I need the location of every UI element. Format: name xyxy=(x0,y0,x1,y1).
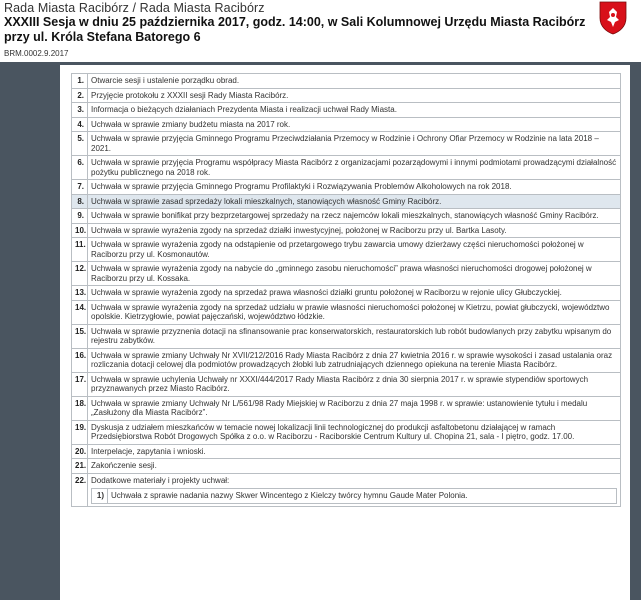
sub-agenda-item-text[interactable]: Uchwała z sprawie nadania nazwy Skwer Wincentego z Kielczy twórcy hymnu Gaude Mater Polonia. xyxy=(108,489,617,504)
agenda-item[interactable] xyxy=(72,300,621,324)
agenda-item-text[interactable] xyxy=(88,396,621,420)
agenda-item[interactable] xyxy=(72,238,621,262)
agenda-item-label: Dodatkowe materiały i projekty uchwał: xyxy=(91,475,230,485)
agenda-item-number: 17. xyxy=(72,372,88,396)
agenda-item[interactable] xyxy=(72,103,621,118)
agenda-item-label: Uchwała w sprawie zmiany budżetu miasta na 2017 rok. xyxy=(91,119,291,129)
agenda-item[interactable] xyxy=(72,194,621,209)
agenda-item-text[interactable] xyxy=(88,444,621,459)
agenda-item[interactable] xyxy=(72,420,621,444)
agenda-item-text[interactable] xyxy=(88,180,621,195)
agenda-item-label: Uchwała w sprawie zasad sprzedaży lokali mieszkalnych, stanowiących własność Gminy Racibórz. xyxy=(91,196,442,206)
agenda-item-number: 21. xyxy=(72,459,88,474)
sub-agenda-item-number: 1) xyxy=(92,489,108,504)
agenda-item-text[interactable] xyxy=(88,459,621,474)
agenda-item[interactable] xyxy=(72,324,621,348)
sub-agenda-table xyxy=(91,488,617,504)
agenda-item-label: Uchwała w sprawie wyrażenia zgody na sprzedaż działki inwestycyjnej, położonej w Raciborzu przy ul. Bartka Lasoty. xyxy=(91,225,507,235)
agenda-item-label: Uchwała w sprawie przyjęcia Programu współpracy Miasta Racibórz z organizacjami pozarządowymi i innymi podmiotami prowadzącymi działalność pożytku publicznego na 2018 rok. xyxy=(91,158,617,177)
agenda-item-label: Uchwała w sprawie przyjęcia Gminnego Programu Przeciwdziałania Przemocy w Rodzinie i Ochrony Ofiar Przemocy w Rodzinie na lata 2018 – 2021. xyxy=(91,134,599,153)
agenda-item[interactable] xyxy=(72,444,621,459)
agenda-item-number: 18. xyxy=(72,396,88,420)
agenda-item-label: Uchwała w sprawie przyjęcia Gminnego Programu Profilaktyki i Rozwiązywania Problemów Alkoholowych na rok 2018. xyxy=(91,182,512,191)
agenda-item-text[interactable] xyxy=(88,74,621,89)
agenda-item-text[interactable] xyxy=(88,286,621,301)
agenda-item-label: Uchwała w sprawie bonifikat przy bezprzetargowej sprzedaży na rzecz najemców lokali mieszkalnych, stanowiących własność Gminy Racibórz. xyxy=(91,211,599,220)
agenda-item-text[interactable] xyxy=(88,238,621,262)
agenda-item[interactable] xyxy=(72,132,621,156)
raciborz-coat-of-arms-icon xyxy=(598,0,628,36)
agenda-item-text[interactable] xyxy=(88,348,621,372)
agenda-item-number: 4. xyxy=(72,117,88,132)
agenda-item-text[interactable] xyxy=(88,103,621,118)
agenda-item-text[interactable] xyxy=(88,324,621,348)
agenda-item-number: 2. xyxy=(72,88,88,103)
agenda-item-number: 16. xyxy=(72,348,88,372)
reference-number: BRM.0002.9.2017 xyxy=(4,49,69,58)
agenda-item-text[interactable] xyxy=(88,420,621,444)
agenda-item-number: 12. xyxy=(72,262,88,286)
agenda-item-number: 5. xyxy=(72,132,88,156)
agenda-item-label: Uchwała w sprawie uchylenia Uchwały nr XXXI/444/2017 Rady Miasta Racibórz z dnia 30 sierpnia 2017 r. w sprawie stypendiów sportowych przyznawanych przez Miasto Racibórz. xyxy=(91,374,589,393)
agenda-item-number: 13. xyxy=(72,286,88,301)
agenda-item-text[interactable] xyxy=(88,300,621,324)
agenda-item[interactable] xyxy=(72,372,621,396)
agenda-item-number: 10. xyxy=(72,223,88,238)
agenda-item-text[interactable] xyxy=(88,262,621,286)
agenda-item[interactable] xyxy=(72,473,621,506)
agenda-item-text[interactable] xyxy=(88,223,621,238)
agenda-item-label: Zakończenie sesji. xyxy=(91,461,157,470)
agenda-item-label: Uchwała w sprawie wyrażenia zgody na nabycie do „gminnego zasobu nieruchomości” prawa własności nieruchomości drogowej położonej w Raciborzu przy ul. Kossaka. xyxy=(91,264,592,283)
agenda-item-text[interactable] xyxy=(88,194,621,209)
agenda-item-number: 22. xyxy=(72,473,88,506)
agenda-item[interactable] xyxy=(72,459,621,474)
agenda-item[interactable] xyxy=(72,209,621,224)
page-header xyxy=(0,0,641,62)
agenda-item-number: 19. xyxy=(72,420,88,444)
agenda-item-number: 20. xyxy=(72,444,88,459)
agenda-item-label: Informacja o bieżących działaniach Prezydenta Miasta i realizacji uchwał Rady Miasta. xyxy=(91,105,397,114)
agenda-item[interactable] xyxy=(72,117,621,132)
agenda-item[interactable] xyxy=(72,396,621,420)
agenda-item-label: Uchwała w sprawie zmiany Uchwały Nr XVII/212/2016 Rady Miasta Racibórz z dnia 27 kwietnia 2016 r. w sprawie wysokości i zasad ustalania oraz rozliczania dotacji celowej dla podmiotów prowadzących żłobki lub zatrudniających dziennego opiekuna na terenie Miasta Racibórz. xyxy=(91,350,613,369)
agenda-item-number: 1. xyxy=(72,74,88,89)
agenda-item-label: Interpelacje, zapytania i wnioski. xyxy=(91,446,206,456)
session-title: XXXIII Sesja w dniu 25 października 2017, godz. 14:00, w Sali Kolumnowej Urzędu Miasta Racibórz przy ul. Króla Stefana Batorego 6 xyxy=(4,15,586,44)
agenda-item[interactable] xyxy=(72,180,621,195)
agenda-item-label: Dyskusja z udziałem mieszkańców w temacie nowej lokalizacji linii technologicznej do produkcji asfaltobetonu działającej w ramach Przedsiębiorstwa Robót Drogowych Spółka z o.o. w Raciborzu - Raciborskie Centrum Kultury ul. Chopina 21, sala - I piętro, godz. 17.00. xyxy=(91,422,575,441)
agenda-item-label: Uchwała w sprawie zmiany Uchwały Nr L/561/98 Rady Miejskiej w Raciborzu z dnia 27 maja 1998 r. w sprawie: ustanowienie tytułu i medalu „Zasłużony dla Miasta Racibórz”. xyxy=(91,398,588,417)
agenda-item-text[interactable] xyxy=(88,473,621,506)
agenda-item-label: Przyjęcie protokołu z XXXII sesji Rady Miasta Racibórz. xyxy=(91,90,289,100)
sub-agenda-item[interactable] xyxy=(92,489,617,504)
agenda-item-number: 15. xyxy=(72,324,88,348)
agenda-item-number: 6. xyxy=(72,156,88,180)
agenda-item[interactable] xyxy=(72,223,621,238)
agenda-item-label: Uchwała w sprawie wyrażenia zgody na sprzedaż prawa własności działki gruntu położonej w Raciborzu w rejonie ulicy Głubczyckiej. xyxy=(91,288,562,297)
agenda-item[interactable] xyxy=(72,286,621,301)
agenda-item-label: Uchwała w sprawie wyrażenia zgody na odstąpienie od przetargowego trybu zawarcia umowy dzierżawy części nieruchomości położonej w Raciborzu przy ul. Kosmonautów. xyxy=(91,240,584,259)
agenda-item-number: 7. xyxy=(72,180,88,195)
agenda-item-label: Uchwała w sprawie przyznenia dotacji na sfinansowanie prac konserwatorskich, restauratorskich lub robót budowlanych przy zabytku wpisanym do rejestru zabytków. xyxy=(91,326,612,345)
agenda-item-text[interactable] xyxy=(88,156,621,180)
agenda-item-number: 11. xyxy=(72,238,88,262)
agenda-item[interactable] xyxy=(72,348,621,372)
agenda-item[interactable] xyxy=(72,88,621,103)
agenda-item-text[interactable] xyxy=(88,372,621,396)
agenda-item-text[interactable] xyxy=(88,209,621,224)
agenda-item[interactable] xyxy=(72,262,621,286)
agenda-item-text[interactable] xyxy=(88,88,621,103)
agenda-item-label: Otwarcie sesji i ustalenie porządku obrad. xyxy=(91,76,240,85)
agenda-item-text[interactable] xyxy=(88,117,621,132)
agenda-item-number: 8. xyxy=(72,194,88,209)
agenda-table xyxy=(71,73,621,507)
agenda-item-number: 14. xyxy=(72,300,88,324)
agenda-item[interactable] xyxy=(72,156,621,180)
breadcrumb[interactable]: Rada Miasta Racibórz / Rada Miasta Racibórz xyxy=(4,1,265,15)
agenda-item-number: 9. xyxy=(72,209,88,224)
agenda-item-label: Uchwała w sprawie wyrażenia zgody na sprzedaż udziału w prawie własności nieruchomości położonej w Kietrzu, powiat głubczycki, województwo opolskie. Kietrzygłowie, powiat pajęczański, województwo łódzkie. xyxy=(91,302,610,321)
agenda-item[interactable] xyxy=(72,74,621,89)
agenda-item-number: 3. xyxy=(72,103,88,118)
agenda-item-text[interactable] xyxy=(88,132,621,156)
